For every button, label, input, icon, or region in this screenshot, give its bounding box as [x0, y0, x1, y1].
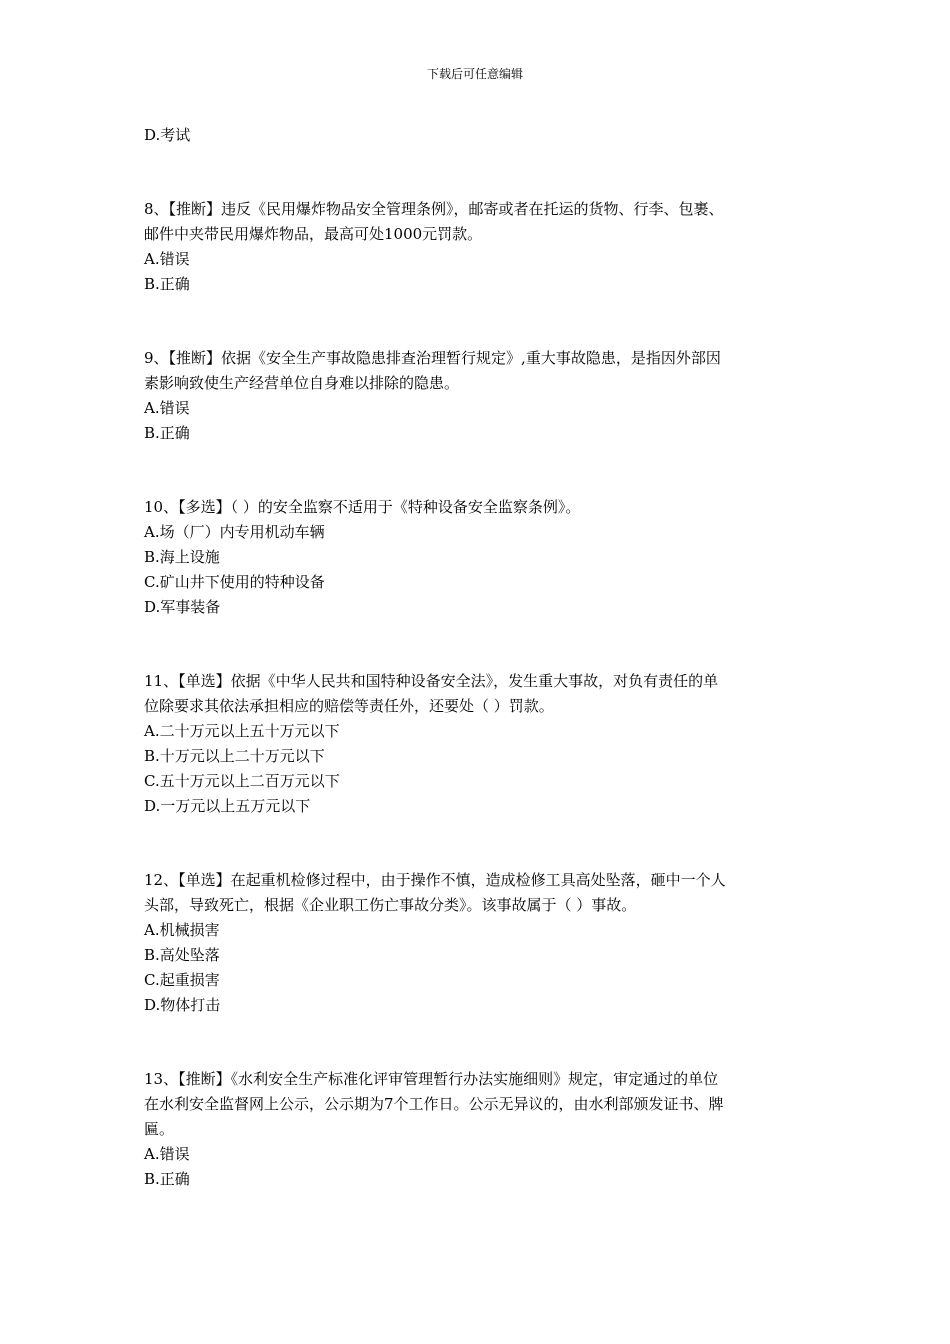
question-text: 素影响致使生产经营单位自身难以排除的隐患。: [144, 374, 460, 392]
question-text: 11、【单选】依据《中华人民共和国特种设备安全法》，发生重大事故，对负有责任的单: [144, 672, 719, 690]
option-line: A.错误: [144, 250, 190, 268]
question-text: 12、【单选】在起重机检修过程中，由于操作不慎，造成检修工具高处坠落，砸中一个人: [144, 871, 726, 889]
question-text: 匾。: [144, 1120, 175, 1138]
question-text: 头部，导致死亡，根据《企业职工伤亡事故分类》。该事故属于（ ）事故。: [144, 896, 637, 914]
option-line: C.五十万元以上二百万元以下: [144, 772, 340, 790]
option-line: A.二十万元以上五十万元以下: [144, 722, 340, 740]
question-text: 在水利安全监督网上公示，公示期为7个工作日。公示无异议的，由水利部颁发证书、牌: [144, 1095, 724, 1113]
option-line: B.正确: [144, 424, 190, 442]
option-line: B.正确: [144, 275, 190, 293]
option-line: A.机械损害: [144, 921, 220, 939]
question-block: [144, 669, 814, 819]
question-text: 8、【推断】违反《民用爆炸物品安全管理条例》，邮寄或者在托运的货物、行李、包裹、: [144, 200, 724, 218]
option-line: B.高处坠落: [144, 946, 220, 964]
question-block: [144, 197, 814, 297]
question-block: [144, 868, 814, 1018]
document-body: [144, 123, 814, 1192]
option-line: A.错误: [144, 1145, 190, 1163]
question-text: 13、【推断】《水利安全生产标准化评审管理暂行办法实施细则》规定，审定通过的单位: [144, 1070, 719, 1088]
question-text: 位除要求其依法承担相应的赔偿等责任外，还要处（ ）罚款。: [144, 697, 554, 715]
option-line: C.起重损害: [144, 971, 220, 989]
option-line: D.军事装备: [144, 598, 221, 616]
page-header: 下载后可任意编辑: [426, 67, 523, 81]
option-line: D.考试: [144, 126, 191, 144]
question-text: 邮件中夹带民用爆炸物品，最高可处1000元罚款。: [144, 225, 483, 243]
option-line: D.物体打击: [144, 996, 221, 1014]
question-list: [144, 197, 814, 1192]
option-line: A.场（厂）内专用机动车辆: [144, 523, 325, 541]
question-text: 9、【推断】依据《安全生产事故隐患排查治理暂行规定》,重大事故隐患，是指因外部因: [144, 349, 721, 367]
question-block: [144, 1067, 814, 1192]
option-line: A.错误: [144, 399, 190, 417]
question-text: 10、【多选】（ ）的安全监察不适用于《特种设备安全监察条例》。: [144, 498, 581, 516]
question-block: [144, 346, 814, 446]
option-line: B.海上设施: [144, 548, 220, 566]
option-line: D.一万元以上五万元以下: [144, 797, 311, 815]
option-line: B.十万元以上二十万元以下: [144, 747, 325, 765]
question-block: [144, 495, 814, 620]
option-line: C.矿山井下使用的特种设备: [144, 573, 325, 591]
option-line: B.正确: [144, 1170, 190, 1188]
